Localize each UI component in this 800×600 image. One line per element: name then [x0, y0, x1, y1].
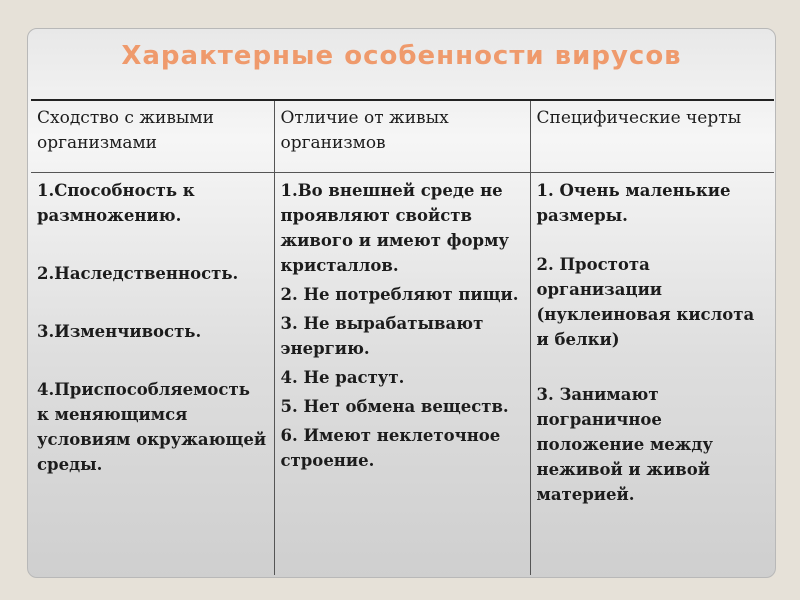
slide [27, 28, 776, 578]
similarity-cell [31, 172, 274, 575]
list-item: 2. Не потребляют пищи. [280, 284, 519, 304]
table-row [31, 172, 774, 575]
table-header-row [31, 100, 774, 172]
header-similarity: Сходство с живыми организмами [31, 100, 274, 172]
list-item: 1. Очень маленькие размеры. [536, 180, 731, 225]
header-specific: Специфические черты [530, 100, 774, 172]
difference-cell [274, 172, 530, 575]
list-item: 4.Приспособляемость к меняющимся условиям окружающей среды. [37, 379, 267, 474]
list-item: 2.Наследственность. [37, 263, 239, 283]
list-item: 3. Занимают пограничное положение между неживой и живой материей. [536, 384, 713, 504]
specific-cell [530, 172, 774, 575]
list-item: 1.Способность к размножению. [37, 180, 195, 225]
list-item: 3.Изменчивость. [37, 321, 202, 341]
list-item: 2. Простота организации (нуклеиновая кислота и белки) [536, 254, 755, 349]
list-item: 4. Не растут. [280, 367, 405, 387]
virus-features-table [31, 99, 774, 575]
slide-title: Характерные особенности вирусов [121, 41, 682, 71]
list-item: 6. Имеют неклеточное строение. [280, 425, 501, 470]
list-item: 1.Во внешней среде не проявляют свойств живого и имеют форму кристаллов. [280, 180, 509, 275]
list-item: 5. Нет обмена веществ. [280, 396, 509, 416]
list-item: 3. Не вырабатывают энергию. [280, 313, 484, 358]
virus-features-table-container [31, 99, 774, 575]
header-difference: Отличие от живых организмов [274, 100, 530, 172]
